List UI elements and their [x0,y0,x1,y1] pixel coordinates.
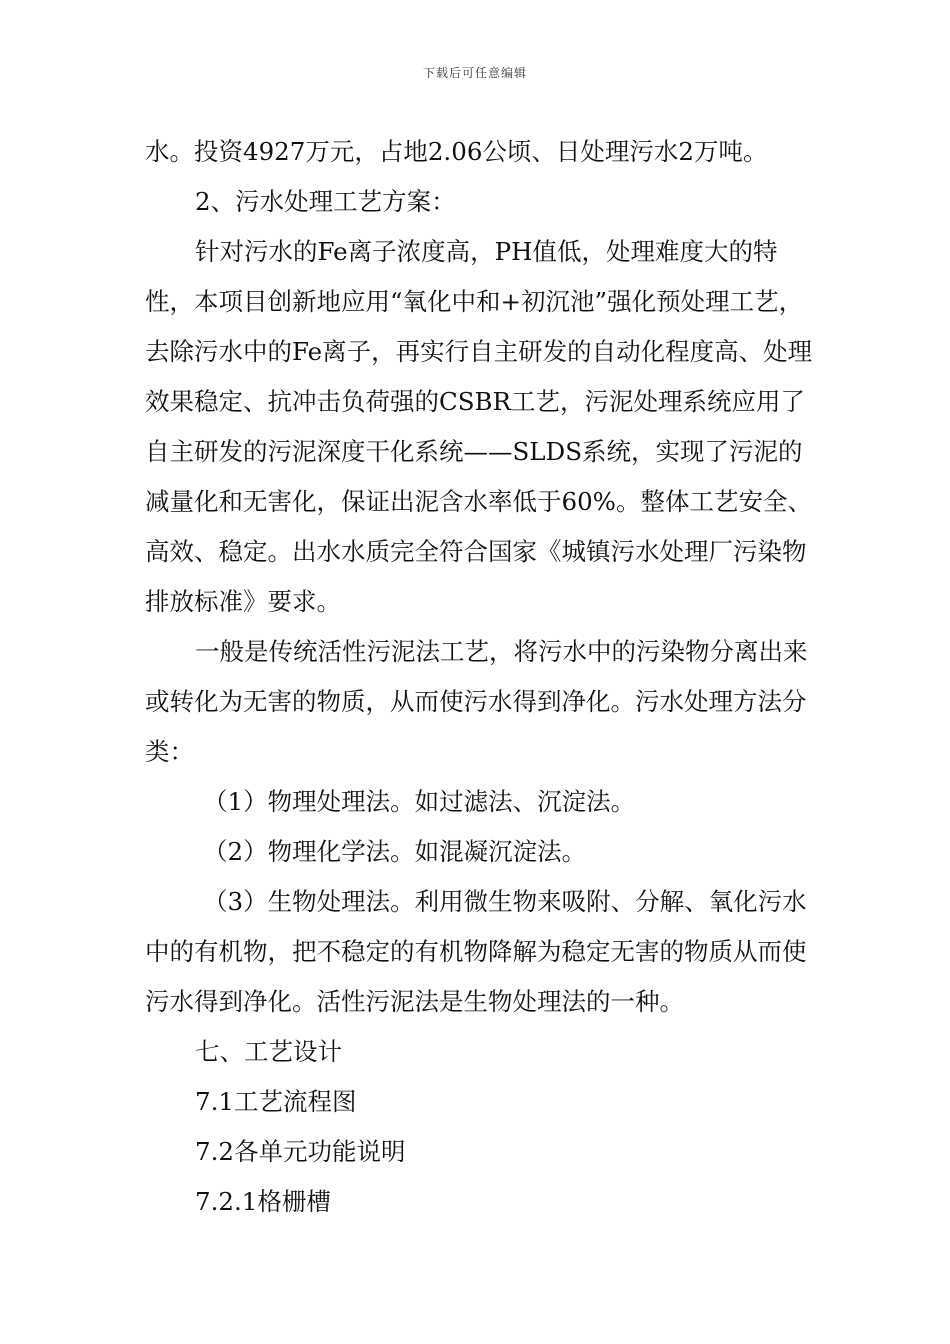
paragraph-activated-sludge: 一般是传统活性污泥法工艺，将污水中的污染物分离出来或转化为无害的物质，从而使污水得到净化。污水处理方法分类： [145,637,808,766]
list-item-physical: （1）物理处理法。如过滤法、沉淀法。 [203,787,636,816]
paragraph-continuation: 水。投资4927万元，占地2.06公顷、日处理污水2万吨。 [145,137,768,166]
paragraph-process-description: 针对污水的Fe离子浓度高，PH值低，处理难度大的特性，本项目创新地应用“氧化中和+初沉池”强化预处理工艺，去除污水中的Fe离子，再实行自主研发的自动化程度高、处理效果稳定、抗冲击负荷强的CSBR工艺，污泥处理系统应用了自主研发的污泥深度干化系统——SLDS系统，实现了污泥的减量化和无害化，保证出泥含水率低于60%。整体工艺安全、高效、稳定。出水水质完全符合国家《城镇污水处理厂污染物排放标准》要求。 [145,237,813,616]
page-header: 下载后可任意编辑 [422,66,527,80]
section-heading-process-design: 七、工艺设计 [195,1037,342,1066]
subsection-heading-flowchart: 7.1工艺流程图 [195,1087,357,1116]
section-heading-process-plan: 2、污水处理工艺方案： [195,187,456,216]
subsection-heading-unit-functions: 7.2各单元功能说明 [195,1137,406,1166]
subsection-heading-grille-tank: 7.2.1格栅槽 [195,1187,331,1216]
document-body [145,127,825,1227]
list-item-biological: （3）生物处理法。利用微生物来吸附、分解、氧化污水中的有机物，把不稳定的有机物降解为稳定无害的物质从而使污水得到净化。活性污泥法是生物处理法的一种。 [145,887,807,1016]
list-item-physicochemical: （2）物理化学法。如混凝沉淀法。 [203,837,587,866]
